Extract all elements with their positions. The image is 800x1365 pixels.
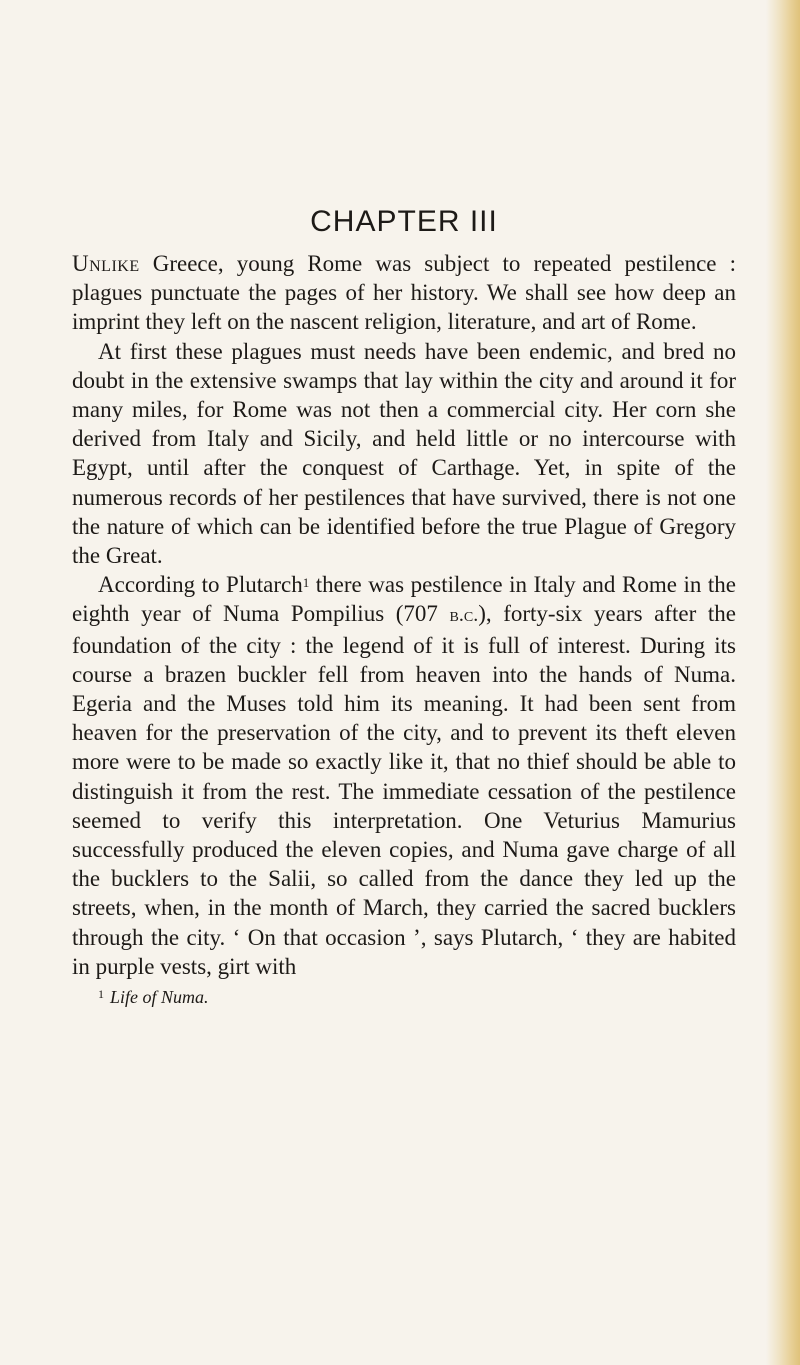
paragraph-2: At first these plagues must needs have been endemic, and bred no doubt in the extensive swamps that lay within the city and around it for many miles, for Rome was not then a commercial city. Her corn she derived from Italy and Sicily, and held little or no intercourse with Egypt, until after the conquest of Carthage. Yet, in spite of the numerous records of her pestilences that have survived, there is not one the nature of which can be identified before the true Plague of Gregory the Great. xyxy=(72,338,736,569)
paragraph-1-text: Greece, young Rome was subject to repeated pestilence : plagues punctuate the pages of her history. We shall see how deep an imprint they left on the nascent religion, literature, and art of Rome. xyxy=(72,251,736,335)
paragraph-3-end: ), forty-six years after the foundation of the city : the legend of it is full of interest. During its course a brazen buckler fell from heaven into the hands of Numa. Egeria and the Muses told him its meaning. It had been sent from heaven for the preservation of the city, and to prevent its theft eleven more were to be made so exactly like it, that no thief should be able to distinguish it from the rest. The immediate cessation of the pestilence seemed to verify this interpretation. One Veturius Mamurius successfully produced the eleven copies, and Numa gave charge of all the bucklers to the Salii, so called from the dance they led up the streets, when, in the month of March, they carried the sacred bucklers through the city. ‘ On that occasion ’, says Plutarch, ‘ they are habited in purple vests, girt with xyxy=(72,601,736,979)
footnote-text: Life of Numa. xyxy=(110,987,209,1008)
footnote-reference[interactable]: 1 xyxy=(302,575,310,591)
paragraph-3-middle: there was pestilence in Italy and Rome in the eighth year of Numa Pompilius (707 xyxy=(72,572,736,627)
paragraph-3-start: According to Plutarch xyxy=(98,572,303,598)
paragraph-1-lead: Unlike xyxy=(72,251,140,276)
footnote xyxy=(72,987,736,1008)
era-abbreviation: b.c. xyxy=(449,604,479,627)
chapter-heading: CHAPTER III xyxy=(310,205,498,238)
book-page xyxy=(72,205,736,1008)
paragraph-3 xyxy=(72,570,736,981)
page-edge-shading xyxy=(766,0,800,1365)
paragraph-1 xyxy=(72,249,736,337)
footnote-mark: 1 xyxy=(98,987,104,1002)
